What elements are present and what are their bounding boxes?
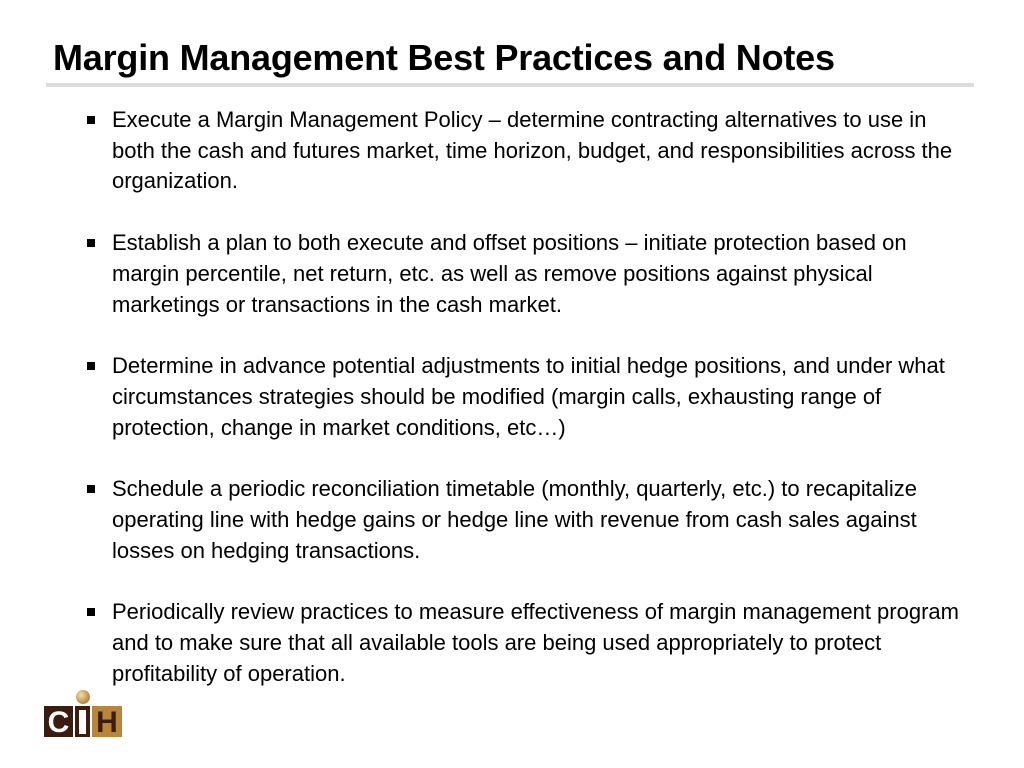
slide-title: Margin Management Best Practices and Notes [53, 37, 835, 78]
bullet-item-margin-policy [86, 105, 966, 197]
logo-letter-i-stroke [79, 710, 86, 734]
logo-orb-icon [76, 690, 90, 704]
bullet-text: Establish a plan to both execute and offset positions – initiate protection based on margin percentile, net return, etc. as well as remove positions against physical marketings or transactions in the cash market. [112, 230, 907, 317]
bullet-list [86, 105, 966, 721]
bullet-item-execute-offset [86, 228, 966, 320]
bullet-item-reconciliation [86, 474, 966, 566]
cih-logo [44, 688, 122, 738]
bullet-text: Schedule a periodic reconciliation timetable (monthly, quarterly, etc.) to recapitalize operating line with hedge gains or hedge line with revenue from cash sales against losses on hedging transactions. [112, 476, 918, 563]
bullet-text: Execute a Margin Management Policy – determine contracting alternatives to use in both the cash and futures market, time horizon, budget, and responsibilities across the organization. [112, 107, 953, 194]
bullet-item-adjustments [86, 351, 966, 443]
bullet-text: Periodically review practices to measure effectiveness of margin management program and to make sure that all available tools are being used appropriately to protect profitability of operation. [112, 599, 959, 686]
logo-letter-c: C [47, 706, 70, 738]
square-bullet-icon [87, 608, 95, 616]
title-divider [46, 83, 974, 87]
square-bullet-icon [87, 485, 95, 493]
square-bullet-icon [87, 239, 95, 247]
square-bullet-icon [87, 116, 95, 124]
square-bullet-icon [87, 362, 95, 370]
bullet-item-periodic-review [86, 597, 966, 689]
logo-letter-h: H [96, 706, 118, 738]
bullet-text: Determine in advance potential adjustments to initial hedge positions, and under what circumstances strategies should be modified (margin calls, exhausting range of protection, change in market conditions, etc…) [112, 353, 945, 440]
